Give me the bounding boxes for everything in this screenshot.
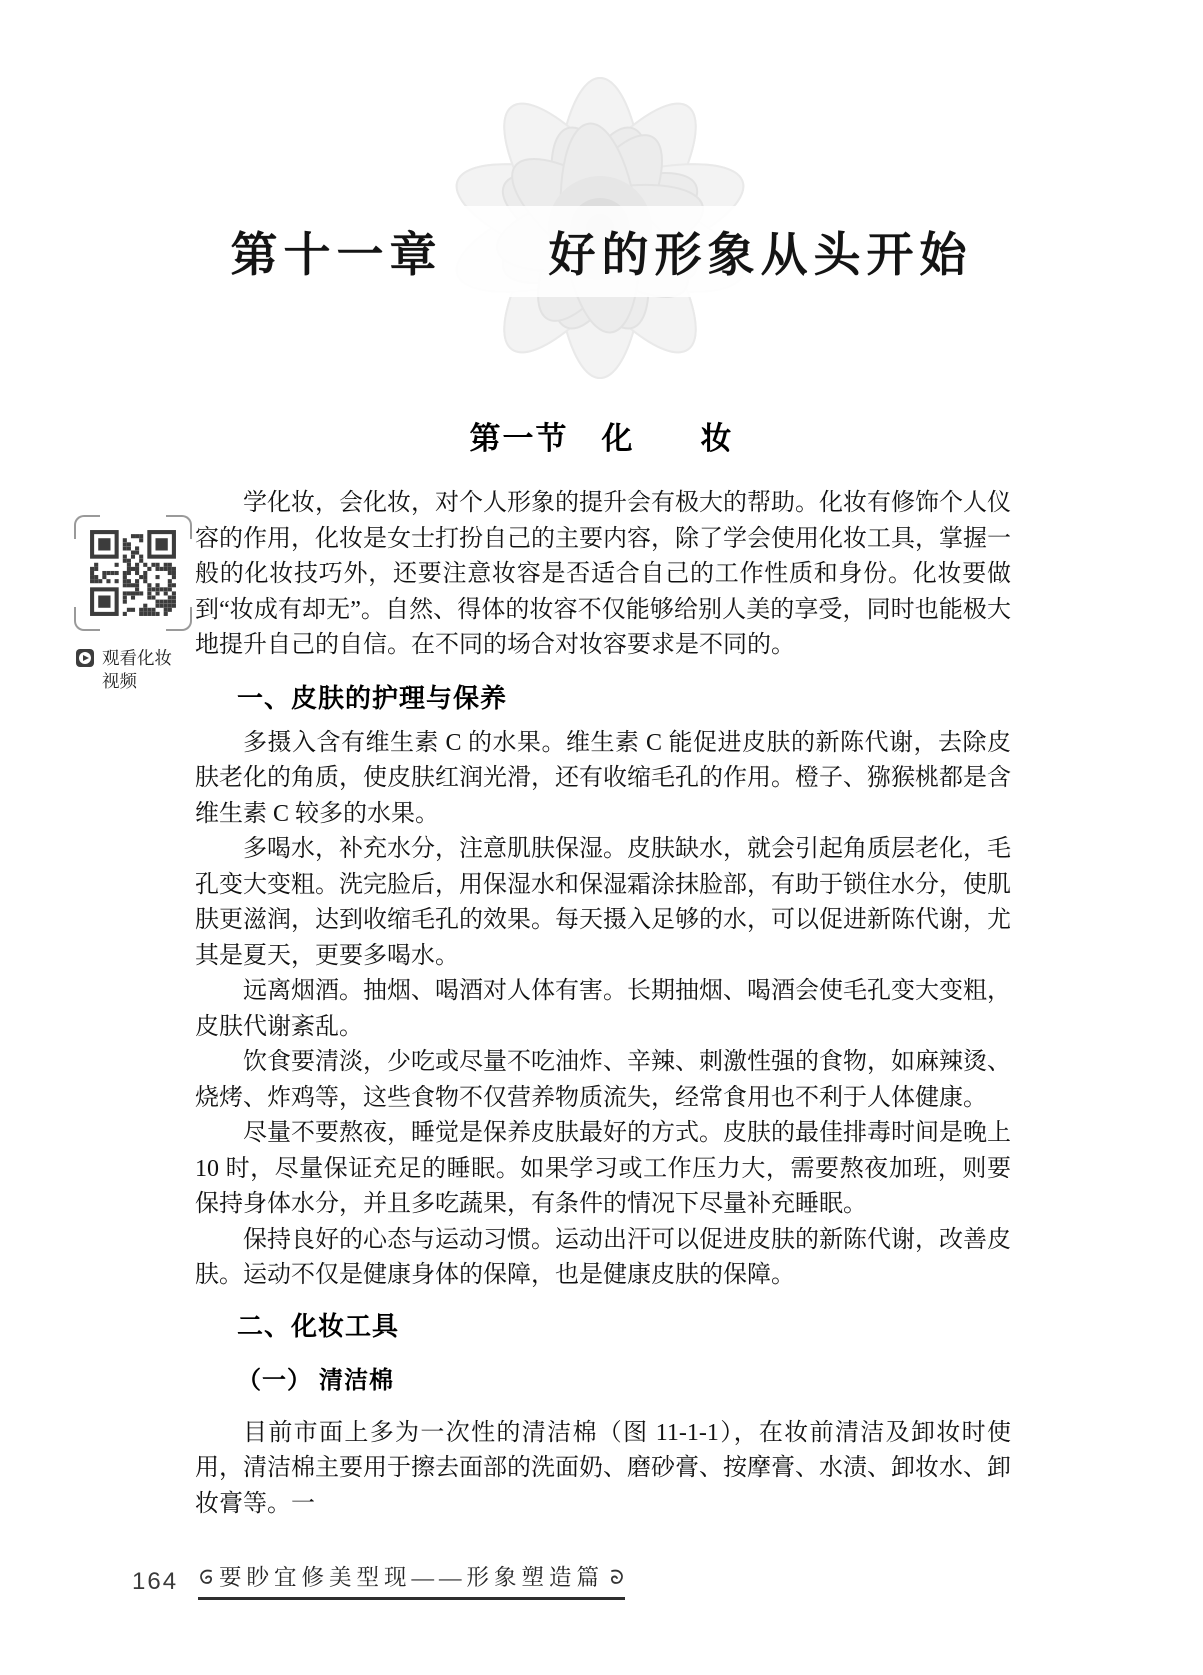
- heading-skin-care: 一、皮肤的护理与保养: [237, 682, 508, 713]
- body-paragraph: 保持良好的心态与运动习惯。运动出汗可以促进皮肤的新陈代谢，改善皮肤。运动不仅是健康身体的保障，也是健康皮肤的保障。: [195, 1226, 1011, 1288]
- body-paragraph: 远离烟酒。抽烟、喝酒对人体有害。长期抽烟、喝酒会使毛孔变大变粗，皮肤代谢紊乱。: [195, 978, 1011, 1040]
- qr-panel: [74, 515, 196, 693]
- qr-code: [88, 528, 178, 618]
- footer-series-badge: [198, 1560, 625, 1600]
- book-series-title: 要眇宜修美型现——形象塑造篇: [219, 1565, 605, 1590]
- qr-caption: [76, 647, 196, 693]
- swirl-ornament-icon: [608, 1568, 625, 1592]
- subheading-cleansing-cotton: （一） 清洁棉: [237, 1367, 394, 1394]
- page-number: 164: [132, 1568, 179, 1595]
- qr-caption-text: [102, 647, 172, 693]
- play-circle: [79, 652, 91, 664]
- section-title: 第一节 化 妆: [469, 421, 734, 456]
- qr-caption-line2: 视频: [102, 671, 137, 691]
- chapter-title: [0, 206, 1203, 297]
- body-paragraph: 尽量不要熬夜，睡觉是保养皮肤最好的方式。皮肤的最佳排毒时间是晚上 10 时，尽量保证充足的睡眠。如果学习或工作压力大，需要熬夜加班，则要保持身体水分，并且多吃蔬果，有条件的情况下尽量补充睡眠。: [195, 1120, 1011, 1217]
- swirl-ornament-icon: [198, 1568, 215, 1592]
- heading-makeup-tools: 二、化妆工具: [237, 1310, 400, 1341]
- page-footer: [0, 1560, 1203, 1620]
- play-video-icon: [76, 649, 94, 667]
- body-paragraph: 目前市面上多为一次性的清洁棉（图 11-1-1），在妆前清洁及卸妆时使用，清洁棉主要用于擦去面部的洗面奶、磨砂膏、按摩膏、水渍、卸妆水、卸妆膏等。一: [195, 1419, 1011, 1517]
- page-body: [195, 486, 1011, 1522]
- body-paragraph: 多摄入含有维生素 C 的水果。维生素 C 能促进皮肤的新陈代谢，去除皮肤老化的角质，使皮肤红润光滑，还有收缩毛孔的作用。橙子、猕猴桃都是含维生素 C 较多的水果。: [195, 729, 1011, 827]
- body-paragraph: 饮食要清淡，少吃或尽量不吃油炸、辛辣、刺激性强的食物，如麻辣烫、烧烤、炸鸡等，这些食物不仅营养物质流失，经常食用也不利于人体健康。: [195, 1049, 1011, 1111]
- body-paragraph: 多喝水，补充水分，注意肌肤保湿。皮肤缺水，就会引起角质层老化，毛孔变大变粗。洗完脸后，用保湿水和保湿霜涂抹脸部，有助于锁住水分，使肌肤更滋润，达到收缩毛孔的效果。每天摄入足够的水，可以促进新陈代谢，尤其是夏天，更要多喝水。: [195, 836, 1011, 969]
- play-triangle-icon: [83, 655, 89, 661]
- chapter-title-text: 第十一章 好的形象从头开始: [205, 206, 999, 297]
- qr-viewfinder-frame: [74, 515, 192, 631]
- intro-paragraph: 学化妆，会化妆，对个人形象的提升会有极大的帮助。化妆有修饰个人仪容的作用，化妆是女士打扮自己的主要内容，除了学会使用化妆工具，掌握一般的化妆技巧外，还要注意妆容是否适合自己的工作性质和身份。化妆要做到“妆成有却无”。自然、得体的妆容不仅能够给别人美的享受，同时也能极大地提升自己的自信。在不同的场合对妆容要求是不同的。: [195, 490, 1011, 658]
- qr-caption-line1: 观看化妆: [102, 648, 172, 668]
